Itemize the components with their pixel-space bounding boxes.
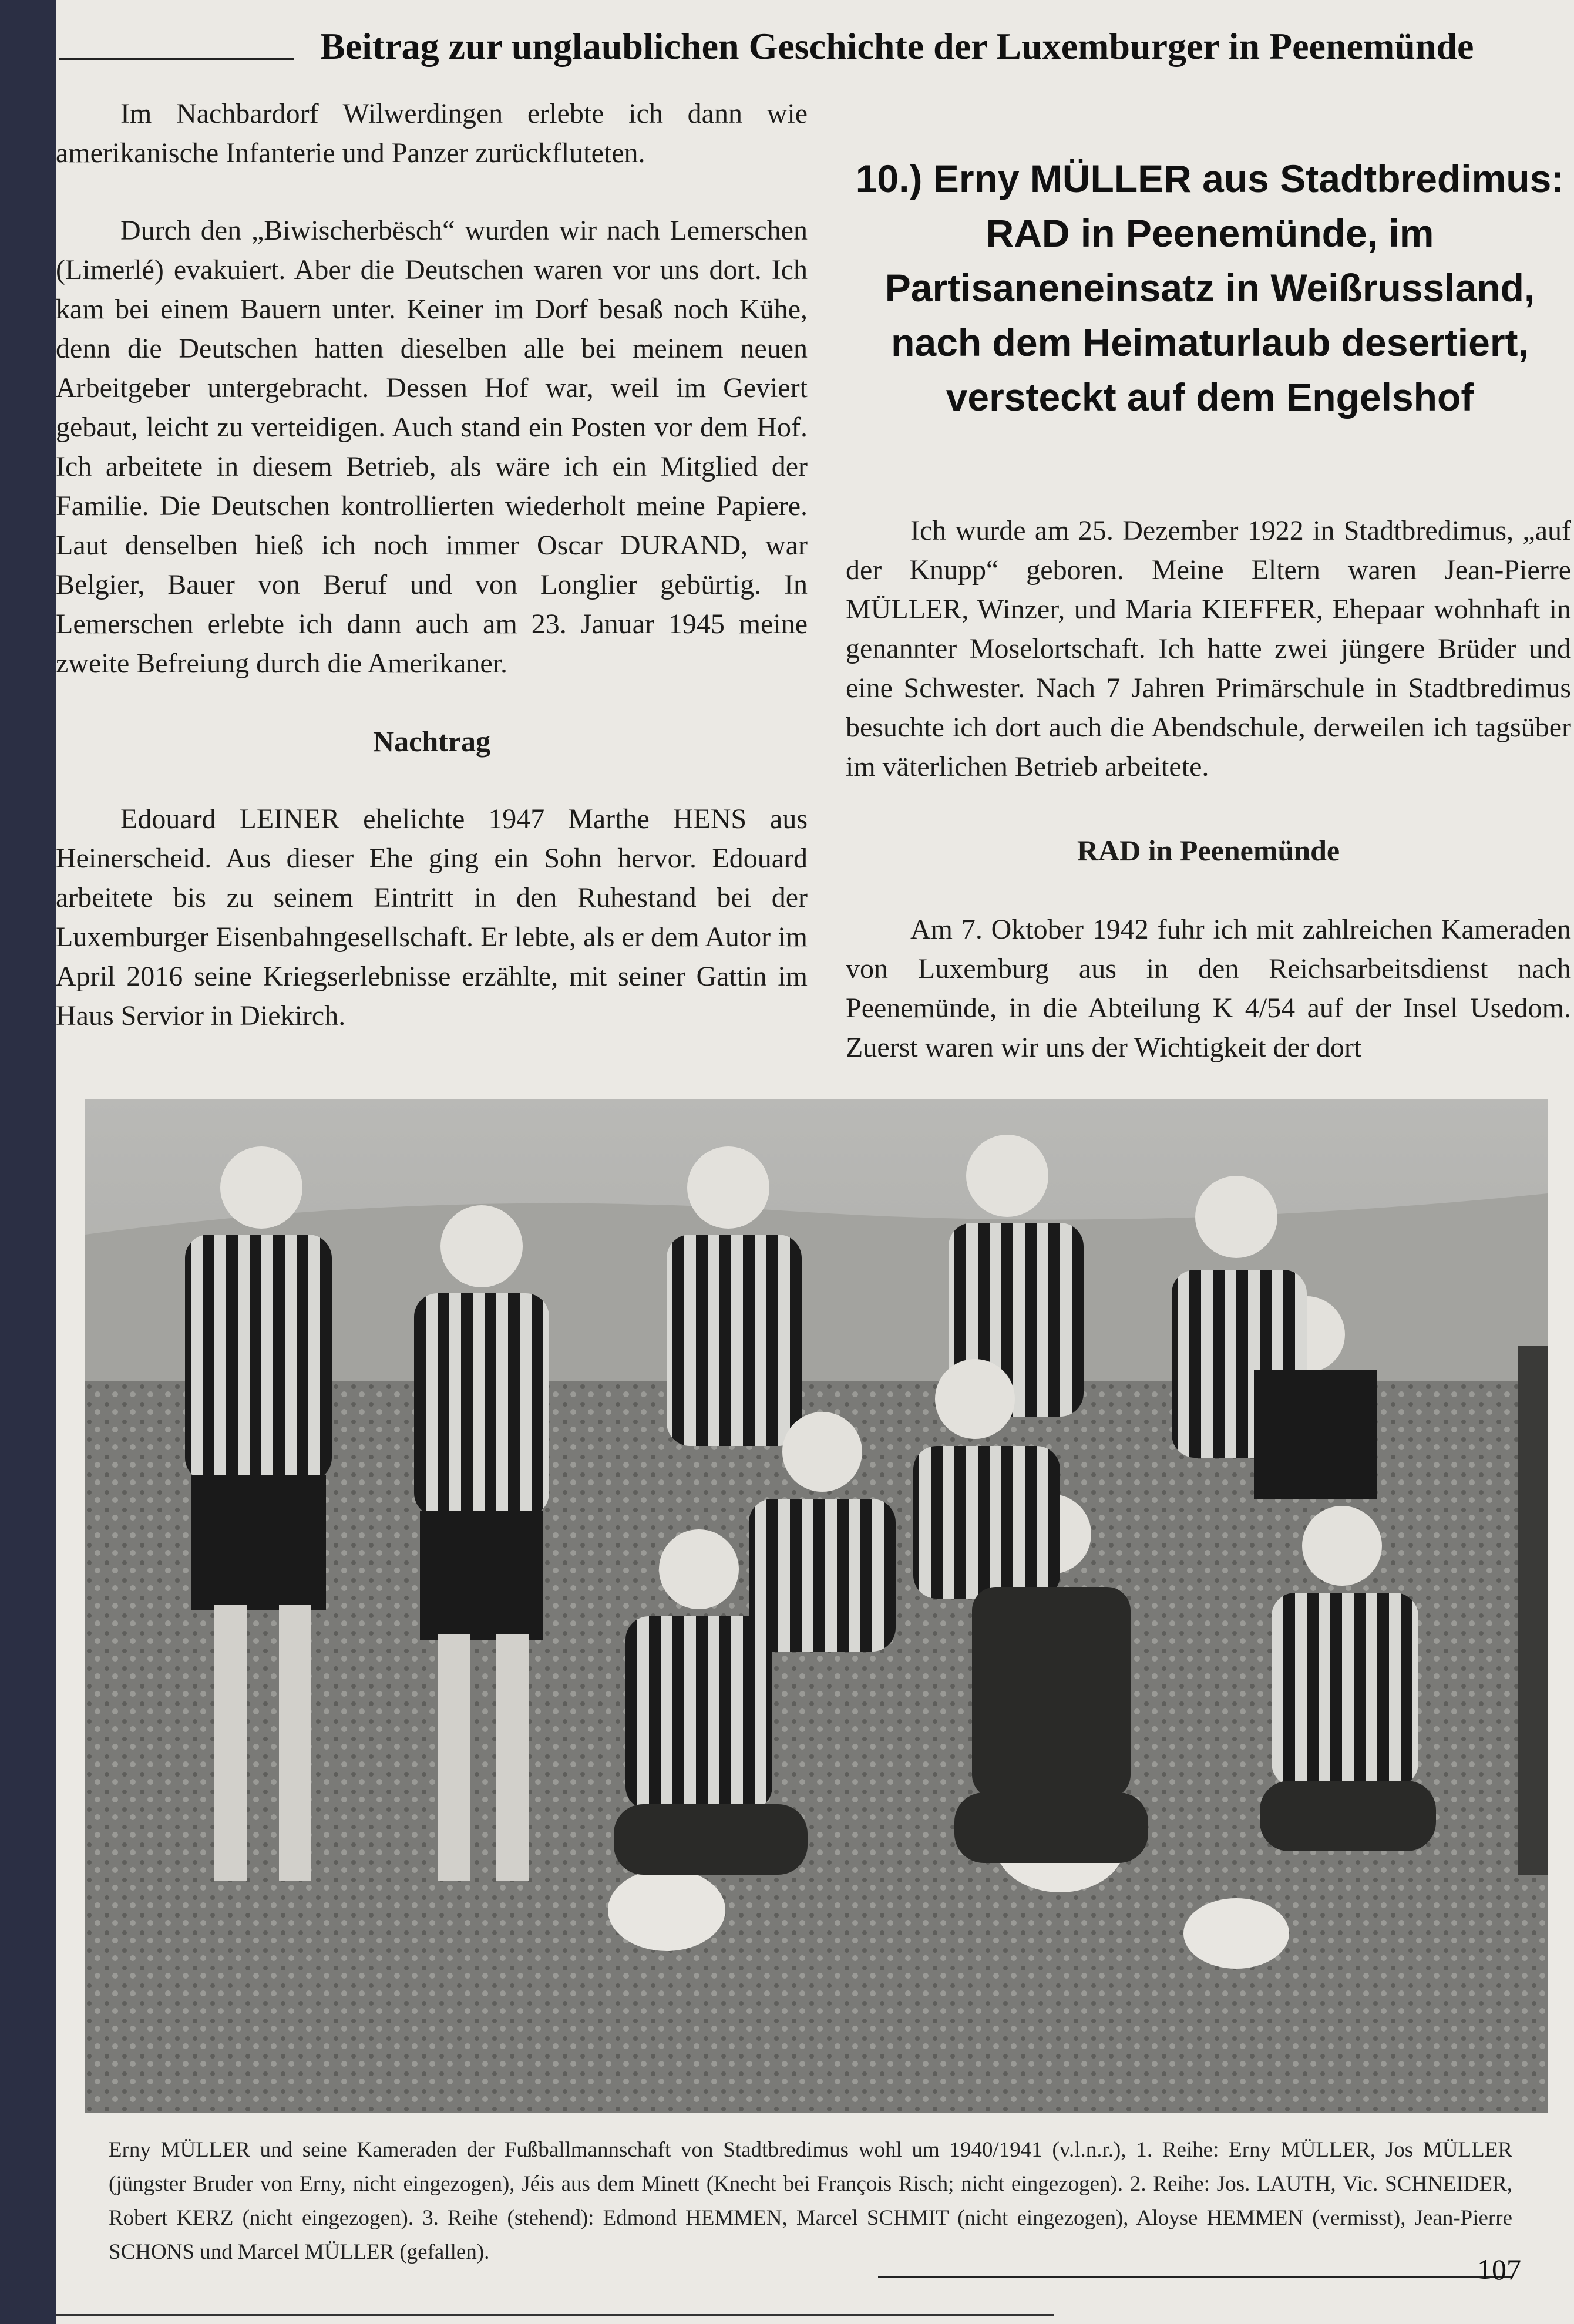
body-paragraph: Im Nachbardorf Wilwerdingen erlebte ich dann wie amerikanische Infanterie und Panzer zurückfluteten. (56, 98, 808, 169)
intro-paragraph: Ich wurde am 25. Dezember 1922 in Stadtbredimus, „auf der Knupp“ geboren. Meine Eltern waren Jean-Pierre MÜLLER, Winzer, und Maria KIEFFER, Ehepaar wohnhaft in genannter Moselortschaft. Ich hatte zwei jüngere Brüder und eine Schwester. Nach 7 Jahren Primärschule in Stadtbredimus besuchte ich dort auch die Abendschule, derweilen ich tagsüber im väterlichen Betrieb arbeitete. (846, 515, 1571, 782)
book-page (56, 0, 1574, 2324)
running-header-title: Beitrag zur unglaublichen Geschichte der Luxemburger in Peenemünde (320, 25, 1474, 67)
team-photo (85, 1099, 1548, 2113)
left-column (56, 94, 808, 1035)
right-column (846, 511, 1571, 1067)
footer-rule (878, 2276, 1512, 2278)
header-rule (59, 58, 294, 60)
nachtrag-heading: Nachtrag (373, 725, 490, 758)
photo-caption: Erny MÜLLER und seine Kameraden der Fußballmannschaft von Stadtbredimus wohl um 1940/1941 (v.l.n.r.), 1. Reihe: Erny MÜLLER, Jos MÜLLER (jüngster Bruder von Erny, nicht eingezogen), Jéis aus dem Minett (Knecht bei François Risch; nicht eingezogen). 2. Reihe: Jos. LAUTH, Vic. SCHNEIDER, Robert KERZ (nicht eingezogen). 3. Reihe (stehend): Edmond HEMMEN, Marcel SCHMIT (nicht eingezogen), Aloyse HEMMEN (vermisst), Jean-Pierre SCHONS und Marcel MÜLLER (gefallen). (109, 2138, 1512, 2264)
rad-paragraph: Am 7. Oktober 1942 fuhr ich mit zahlreichen Kameraden von Luxemburg aus in den Reichsarbeitsdienst nach Peenemünde, in die Abteilung K 4/54 auf der Insel Usedom. Zuerst waren wir uns der Wichtigkeit der dort (846, 914, 1571, 1063)
chapter-title: 10.) Erny MÜLLER aus Stadtbredimus: RAD in Peenemünde, im Partisaneneinsatz in Weißrussland, nach dem Heimaturlaub desertiert, versteckt auf dem Engelshof (855, 157, 1565, 419)
team-photo-illustration (85, 1099, 1548, 2113)
nachtrag-paragraph: Edouard LEINER ehelichte 1947 Marthe HENS aus Heinerscheid. Aus dieser Ehe ging ein Sohn hervor. Edouard arbeitete bis zu seinem Eintritt in den Ruhestand bei der Luxemburger Eisenbahngesellschaft. Er lebte, als er dem Autor im April 2016 seine Kriegserlebnisse erzählte, mit seiner Gattin im Haus Servior in Diekirch. (56, 803, 808, 1031)
page-number: 107 (1477, 2253, 1521, 2286)
bottom-rule (56, 2314, 1054, 2316)
running-header (56, 12, 1574, 76)
body-paragraph: Durch den „Biwischerbësch“ wurden wir nach Lemerschen (Limerlé) evakuiert. Aber die Deutschen waren vor uns dort. Ich kam bei einem Bauern unter. Keiner im Dorf besaß noch Kühe, denn die Deutschen hatten dieselben alle bei meinem neuen Arbeitgeber untergebracht. Dessen Hof war, weil im Geviert gebaut, leicht zu verteidigen. Auch stand ein Posten vor dem Hof. Ich arbeitete in diesem Betrieb, als wäre ich ein Mitglied der Familie. Die Deutschen kontrollierten wiederholt meine Papiere. Laut denselben hieß ich noch immer Oscar DURAND, war Belgier, Bauer von Beruf und von Longlier gebürtig. In Lemerschen erlebte ich dann auch am 23. Januar 1945 meine zweite Befreiung durch die Amerikaner. (56, 215, 808, 679)
rad-heading: RAD in Peenemünde (1077, 834, 1340, 867)
